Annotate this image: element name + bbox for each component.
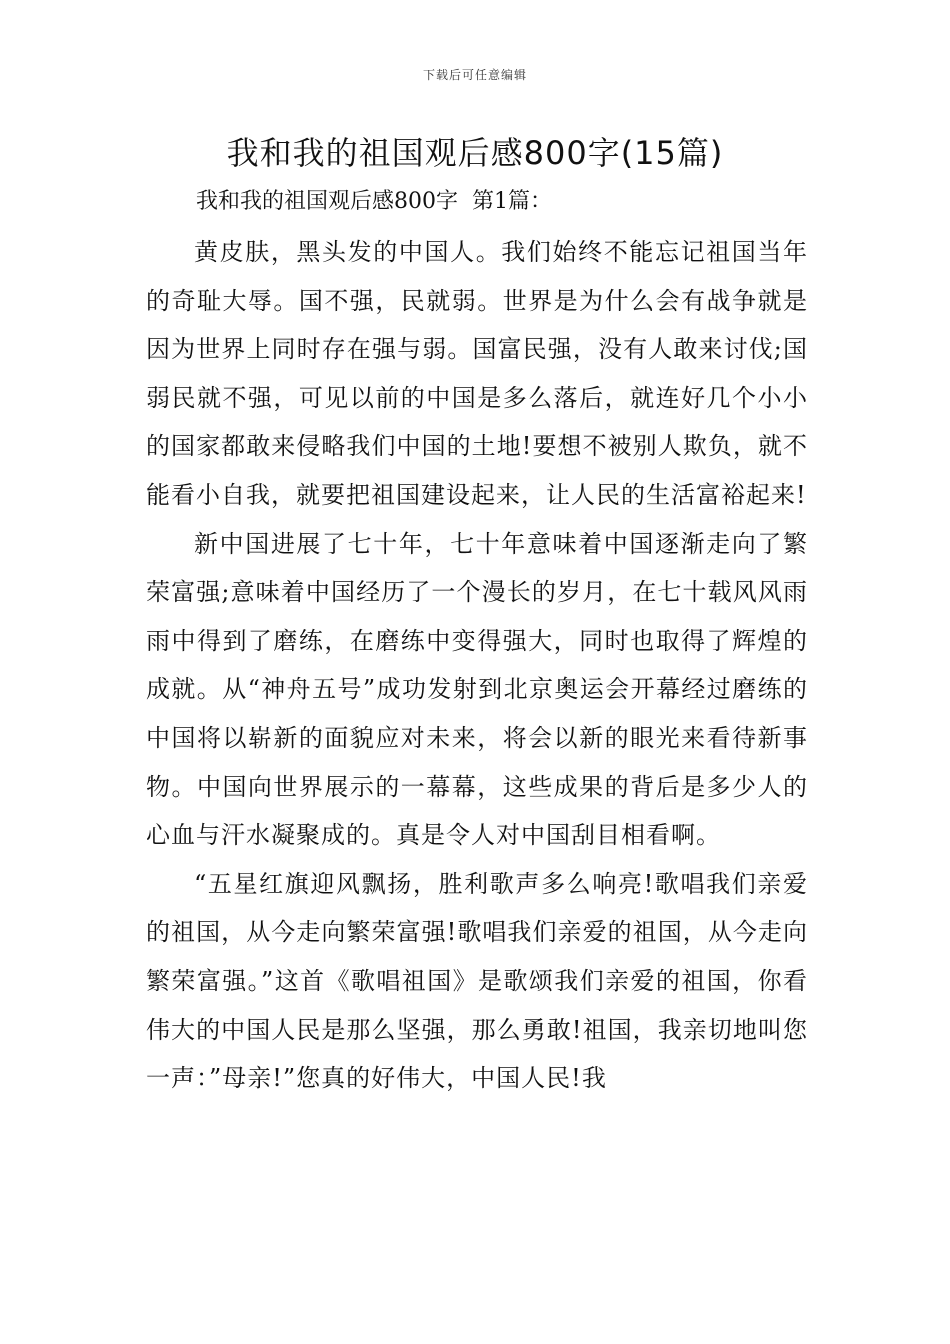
chapter-heading: 我和我的祖国观后感800字 第1篇： — [196, 189, 552, 214]
body-text — [146, 228, 808, 1103]
paragraph: 黄皮肤，黑头发的中国人。我们始终不能忘记祖国当年的奇耻大辱。国不强，民就弱。世界是为什么会有战争就是因为世界上同时存在强与弱。国富民强，没有人敢来讨伐;国弱民就不强，可见以前的中国是多么落后，就连好几个小小的国家都敢来侵略我们中国的土地!要想不被别人欺负，就不能看小自我，就要把祖国建设起来，让人民的生活富裕起来! — [146, 238, 808, 509]
paragraph: “五星红旗迎风飘扬，胜利歌声多么响亮!歌唱我们亲爱的祖国，从今走向繁荣富强!歌唱我们亲爱的祖国，从今走向繁荣富强。”这首《歌唱祖国》是歌颂我们亲爱的祖国，你看伟大的中国人民是那么坚强，那么勇敢!祖国，我亲切地叫您一声：”母亲!”您真的好伟大，中国人民!我 — [146, 869, 808, 1093]
header-note: 下载后可任意编辑 — [422, 68, 527, 82]
document-title: 我和我的祖国观后感800字(15篇) — [226, 134, 724, 172]
paragraph: 新中国进展了七十年，七十年意味着中国逐渐走向了繁荣富强;意味着中国经历了一个漫长的岁月，在七十载风风雨雨中得到了磨练，在磨练中变得强大，同时也取得了辉煌的成就。从“神舟五号”成功发射到北京奥运会开幕经过磨练的中国将以崭新的面貌应对未来，将会以新的眼光来看待新事物。中国向世界展示的一幕幕，这些成果的背后是多少人的心血与汗水凝聚成的。真是令人对中国刮目相看啊。 — [146, 529, 808, 850]
